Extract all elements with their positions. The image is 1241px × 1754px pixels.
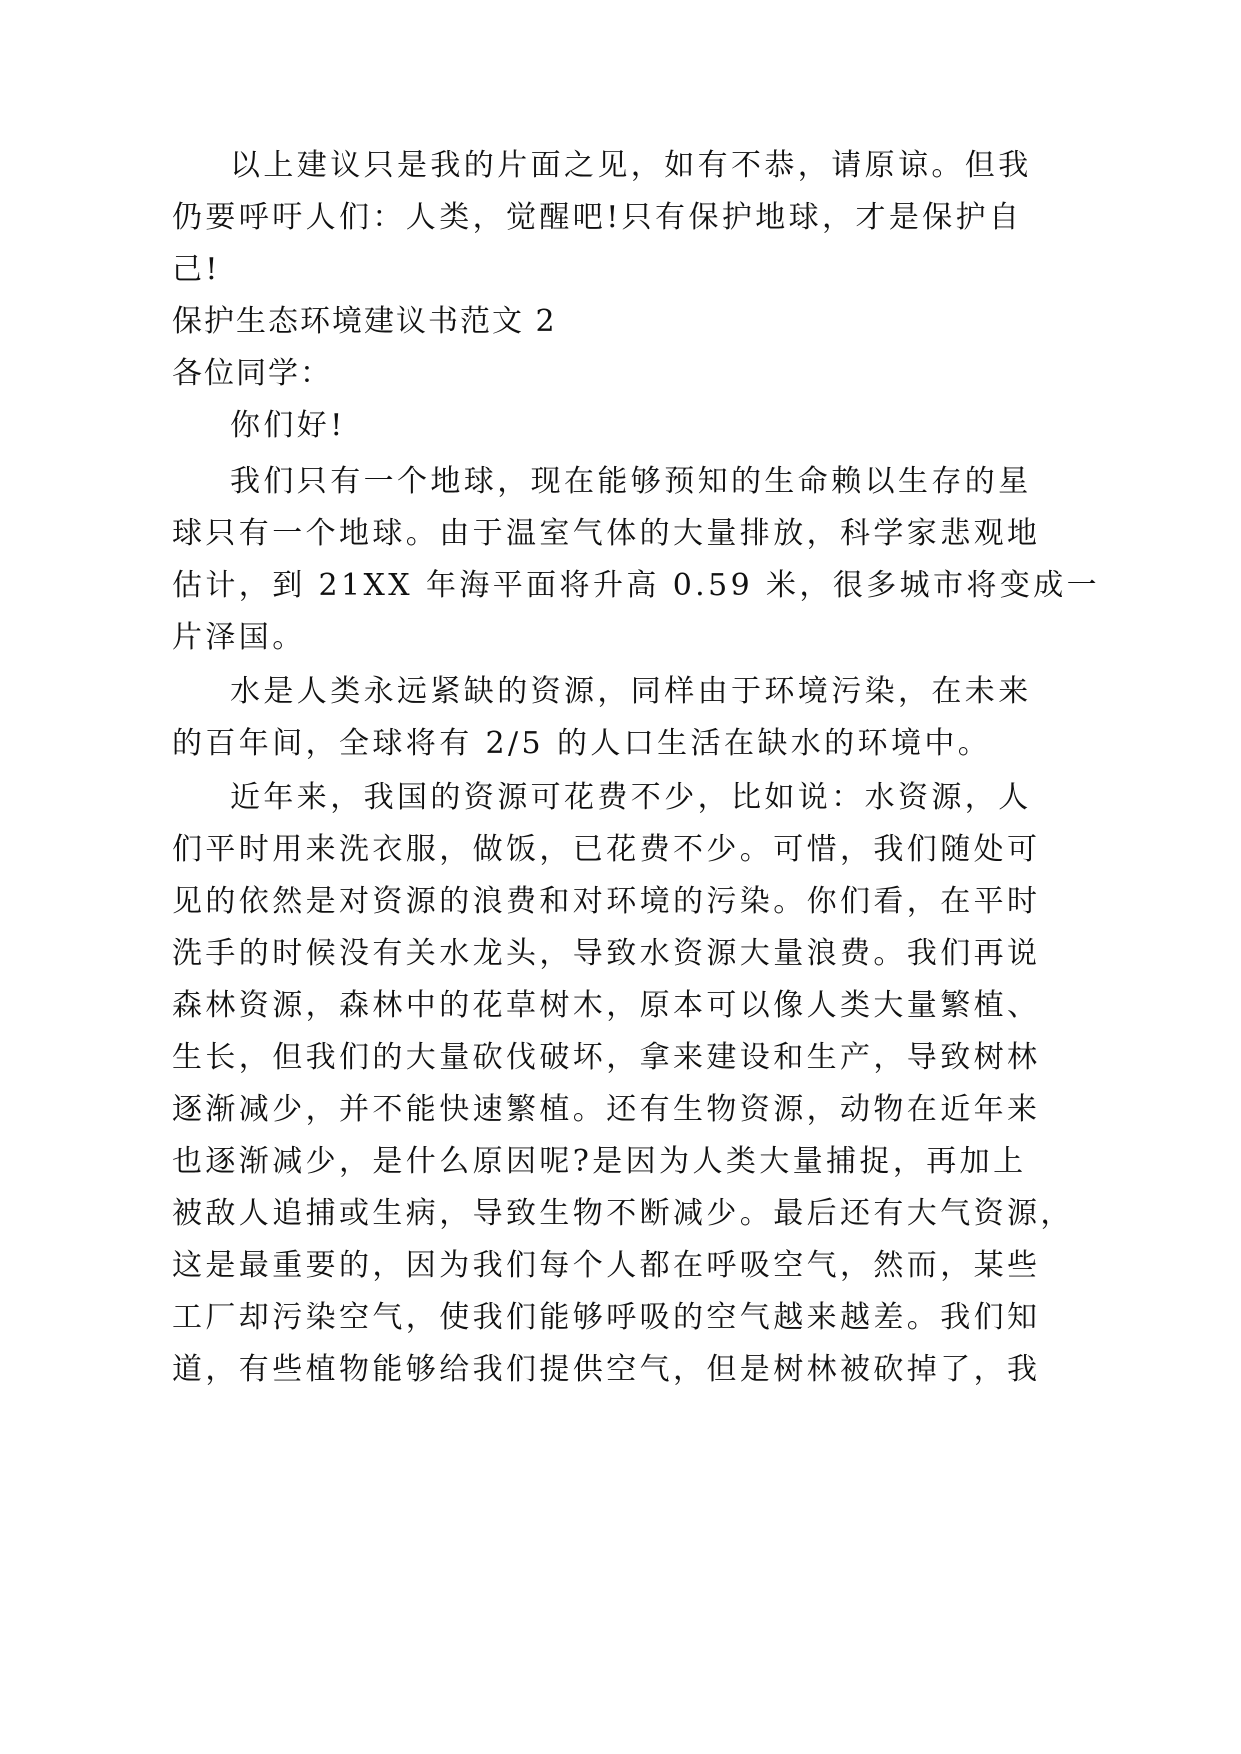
text-line: 道，有些植物能够给我们提供空气，但是树林被砍掉了，我 [172, 1352, 1041, 1387]
text-line: 生长，但我们的大量砍伐破坏，拿来建设和生产，导致树林 [172, 1040, 1041, 1075]
greeting: 你们好! [230, 408, 346, 443]
text-line: 逐渐减少，并不能快速繁植。还有生物资源，动物在近年来 [172, 1092, 1041, 1127]
text-line: 以上建议只是我的片面之见，如有不恭，请原谅。但我 [230, 148, 1032, 183]
text-line: 水是人类永远紧缺的资源，同样由于环境污染，在未来 [230, 674, 1032, 709]
text-line: 球只有一个地球。由于温室气体的大量排放，科学家悲观地 [172, 516, 1041, 551]
text-line: 这是最重要的，因为我们每个人都在呼吸空气，然而，某些 [172, 1248, 1041, 1283]
text-line: 仍要呼吁人们：人类，觉醒吧!只有保护地球，才是保护自 [172, 200, 1023, 235]
text-line: 们平时用来洗衣服，做饭，已花费不少。可惜，我们随处可 [172, 832, 1041, 867]
text-line: 森林资源，森林中的花草树木，原本可以像人类大量繁植、 [172, 988, 1041, 1023]
text-line: 见的依然是对资源的浪费和对环境的污染。你们看，在平时 [172, 884, 1041, 919]
text-line: 工厂却污染空气，使我们能够呼吸的空气越来越差。我们知 [172, 1300, 1041, 1335]
text-line: 的百年间，全球将有 2/5 的人口生活在缺水的环境中。 [172, 726, 992, 761]
text-line: 我们只有一个地球，现在能够预知的生命赖以生存的星 [230, 464, 1032, 499]
text-line: 近年来，我国的资源可花费不少，比如说：水资源，人 [230, 780, 1032, 815]
text-line: 也逐渐减少，是什么原因呢?是因为人类大量捕捉，再加上 [172, 1144, 1027, 1179]
text-line: 片泽国。 [172, 620, 306, 655]
salutation: 各位同学： [172, 356, 332, 391]
section-title: 保护生态环境建议书范文 2 [172, 304, 557, 339]
text-line: 估计，到 21XX 年海平面将升高 0.59 米，很多城市将变成一 [172, 568, 1101, 603]
text-line: 己! [172, 252, 221, 287]
text-line: 洗手的时候没有关水龙头，导致水资源大量浪费。我们再说 [172, 936, 1041, 971]
text-line: 被敌人追捕或生病，导致生物不断减少。最后还有大气资源， [172, 1196, 1074, 1231]
